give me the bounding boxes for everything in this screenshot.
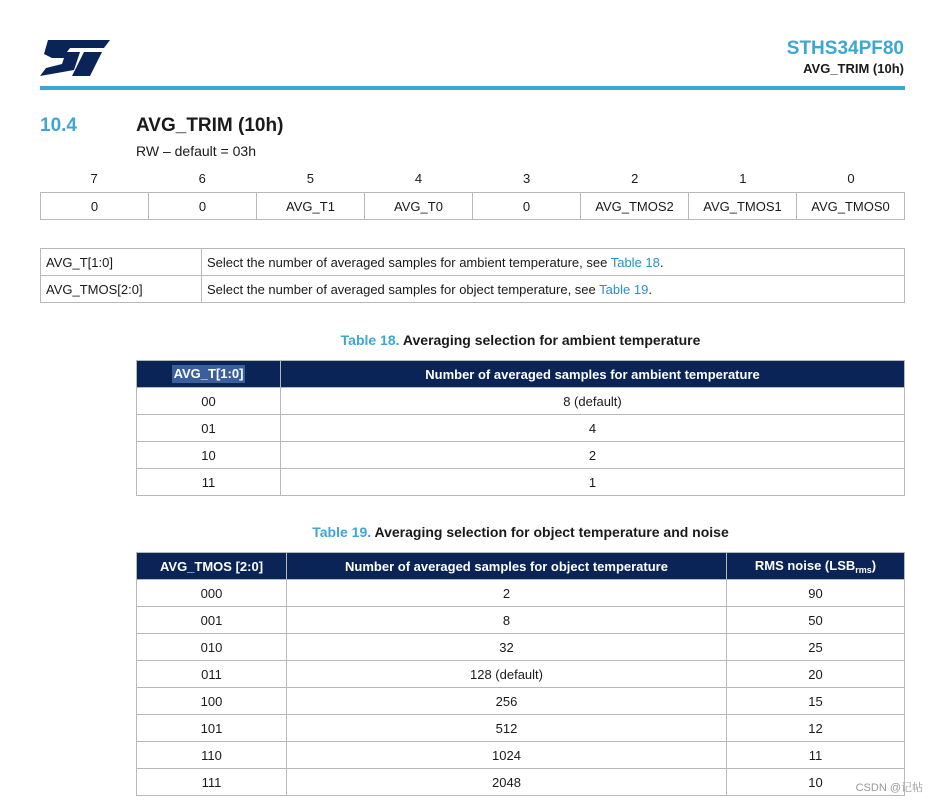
cell: 90 (727, 580, 905, 607)
table-row (137, 469, 905, 496)
cell: 8 (287, 607, 727, 634)
field-name: AVG_TMOS[2:0] (41, 276, 202, 303)
cell: 1024 (287, 742, 727, 769)
bit-number-row (40, 170, 905, 188)
column-header (137, 361, 281, 388)
field-description (202, 276, 905, 303)
cell: 2 (287, 580, 727, 607)
cell: 00 (137, 388, 281, 415)
header-divider (40, 86, 905, 90)
rms-close-paren: ) (871, 557, 877, 573)
column-header: Number of averaged samples for object temperature (287, 553, 727, 580)
cell: 32 (287, 634, 727, 661)
table-19-caption (136, 524, 905, 540)
table-header-row (137, 553, 905, 580)
cell: 8 (default) (281, 388, 905, 415)
table-19-title: Averaging selection for object temperature and noise (374, 524, 729, 540)
bit-number: 3 (522, 171, 531, 186)
table-18 (136, 360, 905, 496)
section-number: 10.4 (40, 115, 77, 136)
field-name: AVG_T[1:0] (41, 249, 202, 276)
cell: 2 (281, 442, 905, 469)
table-row (137, 415, 905, 442)
table-19-link[interactable]: Table 19 (599, 281, 649, 297)
table-row (137, 742, 905, 769)
field-description-end: . (659, 254, 664, 270)
part-number: STHS34PF80 (786, 38, 904, 59)
bit-value: AVG_TMOS0 (797, 193, 905, 220)
field-description-text: Select the number of averaged samples for ambient temperature, see (207, 254, 611, 270)
cell: 128 (default) (287, 661, 727, 688)
table-row (137, 634, 905, 661)
cell: 10 (727, 769, 905, 796)
cell: 010 (137, 634, 287, 661)
bit-value: 0 (149, 193, 257, 220)
cell: 15 (727, 688, 905, 715)
table-row (137, 580, 905, 607)
table-19-number: Table 19. (312, 524, 372, 540)
table-row (137, 688, 905, 715)
cell: 2048 (287, 769, 727, 796)
column-header: Number of averaged samples for ambient temperature (281, 361, 905, 388)
cell: 000 (137, 580, 287, 607)
cell: 512 (287, 715, 727, 742)
cell: 110 (137, 742, 287, 769)
cell: 11 (137, 469, 281, 496)
cell: 111 (137, 769, 287, 796)
cell: 12 (727, 715, 905, 742)
field-description-end: . (648, 281, 652, 297)
table-row (137, 388, 905, 415)
header-right (787, 38, 904, 78)
bit-number: 5 (306, 171, 314, 186)
field-row (41, 249, 905, 276)
bit-value: AVG_T1 (257, 193, 365, 220)
register-bitmap-table (40, 192, 905, 220)
cell: 10 (137, 442, 281, 469)
table-18-number: Table 18. (340, 332, 400, 348)
bit-number: 4 (414, 171, 423, 186)
field-description-text: Select the number of averaged samples for object temperature, see (207, 281, 600, 297)
cell: 100 (137, 688, 287, 715)
table-row (137, 715, 905, 742)
section-title: AVG_TRIM (10h) (136, 115, 284, 136)
table-row (137, 607, 905, 634)
cell: 20 (727, 661, 905, 688)
bit-value: 0 (473, 193, 581, 220)
table-row (137, 661, 905, 688)
table-header-row (137, 361, 905, 388)
column-header: AVG_TMOS [2:0] (137, 553, 287, 580)
table-19 (136, 552, 905, 796)
header-register-name: AVG_TRIM (10h) (803, 61, 904, 76)
st-logo (40, 40, 110, 76)
bit-value: AVG_T0 (365, 193, 473, 220)
bit-number: 2 (631, 171, 639, 186)
cell: 4 (281, 415, 905, 442)
table-18-caption (136, 332, 905, 348)
table-row (137, 769, 905, 796)
cell: 1 (281, 469, 905, 496)
cell: 101 (137, 715, 287, 742)
bit-value: 0 (41, 193, 149, 220)
watermark: CSDN @记帖 (855, 782, 923, 794)
cell: 001 (137, 607, 287, 634)
field-description (202, 249, 905, 276)
bit-number: 7 (90, 171, 98, 186)
selected-header-text: AVG_T[1:0] (173, 366, 244, 381)
bit-number: 0 (847, 171, 855, 186)
field-description-table (40, 248, 905, 303)
rms-subscript: rms (855, 564, 872, 575)
table-row (137, 442, 905, 469)
rms-noise-label: RMS noise (LSB (754, 557, 856, 573)
cell: 011 (137, 661, 287, 688)
cell: 25 (727, 634, 905, 661)
cell: 256 (287, 688, 727, 715)
field-row (41, 276, 905, 303)
cell: 01 (137, 415, 281, 442)
bit-number: 1 (739, 171, 747, 186)
bit-value: AVG_TMOS2 (581, 193, 689, 220)
section-subtitle: RW – default = 03h (136, 143, 256, 159)
column-header (727, 553, 905, 580)
bit-value: AVG_TMOS1 (689, 193, 797, 220)
bitmap-row (41, 193, 905, 220)
table-18-title: Averaging selection for ambient temperature (402, 332, 701, 348)
table-18-link[interactable]: Table 18 (610, 254, 660, 270)
cell: 11 (727, 742, 905, 769)
bit-number: 6 (198, 171, 206, 186)
cell: 50 (727, 607, 905, 634)
